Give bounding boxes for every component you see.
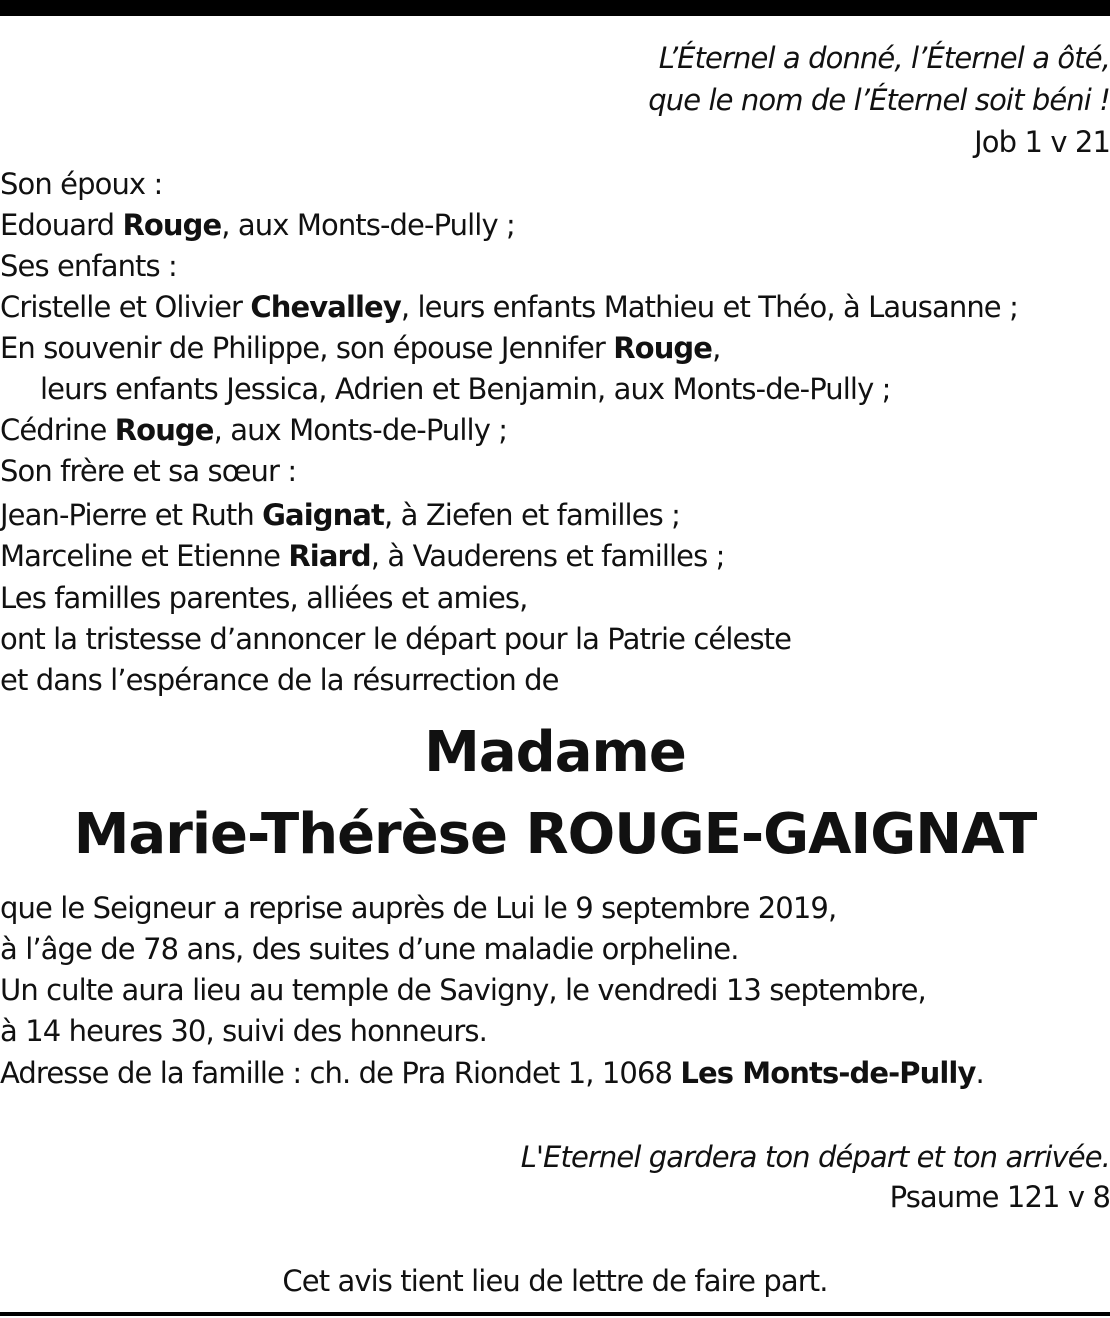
announcement-line-1: ont la tristesse d’annoncer le départ pour la Patrie céleste <box>0 622 792 656</box>
epigraph-reference: Job 1 v 21 <box>974 125 1110 159</box>
siblings-heading: Son frère et sa sœur : <box>0 454 297 488</box>
family-address: Adresse de la famille : ch. de Pra Riondet 1, 1068 Les Monts-de-Pully. <box>0 1056 984 1090</box>
spouse-entry: Edouard Rouge, aux Monts-de-Pully ; <box>0 208 515 242</box>
child-entry-3: Cédrine Rouge, aux Monts-de-Pully ; <box>0 413 508 447</box>
top-rule <box>0 0 1110 16</box>
children-heading: Ses enfants : <box>0 249 177 283</box>
sibling-entry-2: Marceline et Etienne Riard, à Vauderens et familles ; <box>0 539 725 573</box>
child-entry-2: En souvenir de Philippe, son épouse Jennifer Rouge, <box>0 331 721 365</box>
announcement-line-2: et dans l’espérance de la résurrection de <box>0 663 559 697</box>
details-line-4: à 14 heures 30, suivi des honneurs. <box>0 1014 487 1048</box>
closing-verse: L'Eternel gardera ton départ et ton arrivée. <box>520 1140 1110 1174</box>
sibling-entry-1: Jean-Pierre et Ruth Gaignat, à Ziefen et familles ; <box>0 498 681 532</box>
details-line-3: Un culte aura lieu au temple de Savigny, le vendredi 13 septembre, <box>0 973 926 1007</box>
epigraph-line-1: L’Éternel a donné, l’Éternel a ôté, <box>658 41 1110 75</box>
closing-verse-reference: Psaume 121 v 8 <box>889 1180 1110 1214</box>
details-line-2: à l’âge de 78 ans, des suites d’une maladie orpheline. <box>0 932 739 966</box>
deceased-title: Madame <box>424 720 686 785</box>
child-entry-1: Cristelle et Olivier Chevalley, leurs enfants Mathieu et Théo, à Lausanne ; <box>0 290 1018 324</box>
footer-note: Cet avis tient lieu de lettre de faire part. <box>282 1264 828 1298</box>
child-entry-2-continued: leurs enfants Jessica, Adrien et Benjamin, aux Monts-de-Pully ; <box>40 372 891 406</box>
epigraph-line-2: que le nom de l’Éternel soit béni ! <box>648 83 1110 117</box>
spouse-heading: Son époux : <box>0 167 163 201</box>
details-line-1: que le Seigneur a reprise auprès de Lui le 9 septembre 2019, <box>0 891 837 925</box>
deceased-name: Marie-Thérèse ROUGE-GAIGNAT <box>73 802 1037 867</box>
relatives-line: Les familles parentes, alliées et amies, <box>0 581 528 615</box>
bottom-rule <box>0 1312 1110 1316</box>
